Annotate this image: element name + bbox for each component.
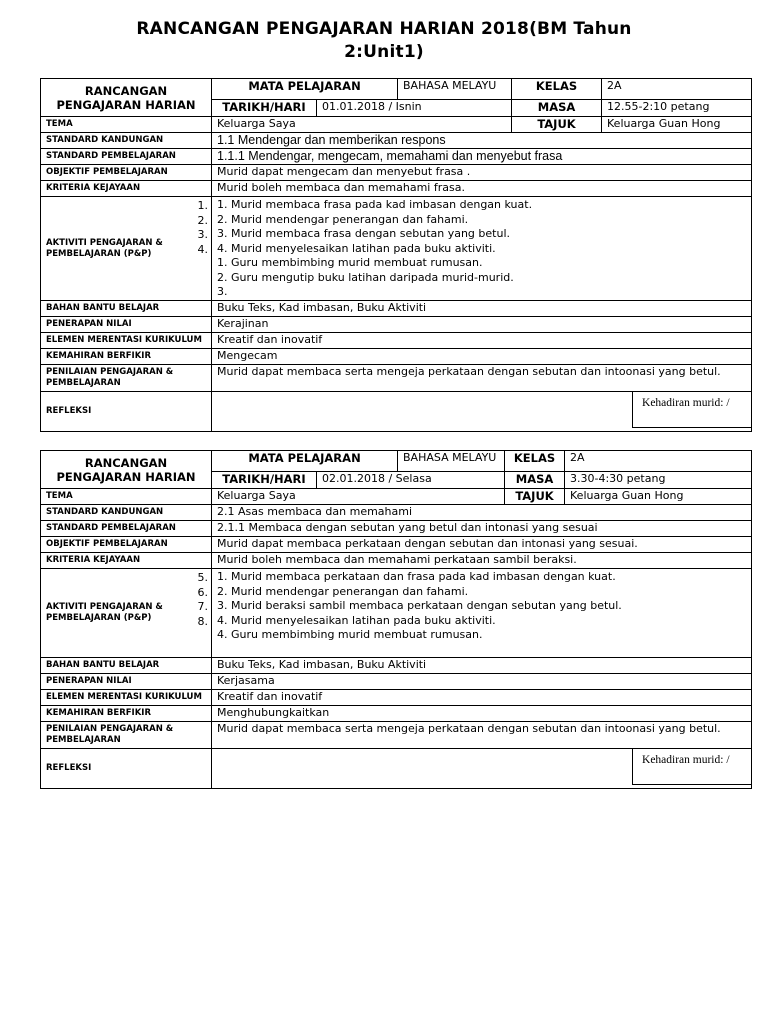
kelas-label: KELAS <box>505 451 565 472</box>
kriteria-label: KRITERIA KEJAYAAN <box>41 553 212 569</box>
lesson-plan-2 <box>40 450 752 789</box>
tarikh-label: TARIKH/HARI <box>212 100 317 117</box>
aktiviti-list <box>217 197 746 300</box>
aktiviti-item: 3. Murid beraksi sambil membaca perkataan dengan sebutan yang betul. <box>217 599 622 612</box>
aktiviti-cell <box>197 569 752 658</box>
masa-value: 12.55-2:10 petang <box>602 100 752 117</box>
penilaian-value: Murid dapat membaca serta mengeja perkataan dengan sebutan dan intoonasi yang betul. <box>212 722 752 749</box>
objektif-value: Murid dapat membaca perkataan dengan sebutan dan intonasi yang sesuai. <box>212 537 752 553</box>
aktiviti-number: 6. <box>197 585 208 599</box>
objektif-label: OBJEKTIF PEMBELAJARAN <box>41 537 212 553</box>
mata-pelajaran-label: MATA PELAJARAN <box>212 79 398 100</box>
sp-value: 1.1.1 Mendengar, mengecam, memahami dan menyebut frasa <box>212 149 752 165</box>
aktiviti-item: 4. Guru membimbing murid membuat rumusan. <box>217 628 483 641</box>
lesson-plan-1 <box>40 78 752 432</box>
refleksi-value[interactable] <box>212 392 752 432</box>
aktiviti-number: 3. <box>197 228 208 241</box>
aktiviti-list <box>217 569 746 643</box>
penilaian-value: Murid dapat membaca serta mengeja perkataan dengan sebutan dan intoonasi yang betul. <box>212 365 752 392</box>
bahan-label: BAHAN BANTU BELAJAR <box>41 658 212 674</box>
kelas-value: 2A <box>602 79 752 100</box>
bahan-value: Buku Teks, Kad imbasan, Buku Aktiviti <box>212 301 752 317</box>
tarikh-value: 02.01.2018 / Selasa <box>317 472 505 489</box>
refleksi-value[interactable] <box>212 749 752 789</box>
bahan-label: BAHAN BANTU BELAJAR <box>41 301 212 317</box>
sk-value: 2.1 Asas membaca dan memahami <box>212 505 752 521</box>
sk-label: STANDARD KANDUNGAN <box>41 133 212 149</box>
mata-pelajaran-value: BAHASA MELAYU <box>398 79 512 100</box>
kelas-value: 2A <box>565 451 752 472</box>
kelas-label: KELAS <box>512 79 602 100</box>
aktiviti-number: 7. <box>197 600 208 613</box>
kehadiran-box: Kehadiran murid: / <box>632 749 751 785</box>
kemahiran-label: KEMAHIRAN BERFIKIR <box>41 706 212 722</box>
aktiviti-cell <box>197 197 752 301</box>
kriteria-value: Murid boleh membaca dan memahami frasa. <box>212 181 752 197</box>
masa-value: 3.30-4:30 petang <box>565 472 752 489</box>
aktiviti-item: 4. Murid menyelesaikan latihan pada buku aktiviti. <box>217 613 496 627</box>
tarikh-value: 01.01.2018 / Isnin <box>317 100 512 117</box>
sk-value: 1.1 Mendengar dan memberikan respons <box>212 133 752 149</box>
objektif-value: Murid dapat mengecam dan menyebut frasa . <box>212 165 752 181</box>
sk-label: STANDARD KANDUNGAN <box>41 505 212 521</box>
kemahiran-value: Mengecam <box>212 349 752 365</box>
emk-value: Kreatif dan inovatif <box>212 333 752 349</box>
tema-value: Keluarga Saya <box>212 489 505 505</box>
kemahiran-value: Menghubungkaitkan <box>212 706 752 722</box>
kriteria-value: Murid boleh membaca dan memahami perkataan sambil beraksi. <box>212 553 752 569</box>
nilai-label: PENERAPAN NILAI <box>41 317 212 333</box>
aktiviti-number: 5. <box>197 571 208 584</box>
aktiviti-label: AKTIVITI PENGAJARAN & PEMBELAJARAN (P&P) <box>41 197 212 301</box>
kriteria-label: KRITERIA KEJAYAAN <box>41 181 212 197</box>
aktiviti-item: 1. Murid membaca perkataan dan frasa pada kad imbasan dengan kuat. <box>217 570 616 583</box>
aktiviti-item: 4. Murid menyelesaikan latihan pada buku aktiviti. <box>217 241 496 255</box>
masa-label: MASA <box>505 472 565 489</box>
mata-pelajaran-value: BAHASA MELAYU <box>398 451 505 472</box>
aktiviti-number: 4. <box>197 242 208 256</box>
aktiviti-item: 3. <box>217 285 228 298</box>
objektif-label: OBJEKTIF PEMBELAJARAN <box>41 165 212 181</box>
aktiviti-numbers <box>194 571 208 629</box>
tema-label: TEMA <box>41 117 212 133</box>
tema-label: TEMA <box>41 489 212 505</box>
aktiviti-number: 2. <box>197 213 208 227</box>
nilai-label: PENERAPAN NILAI <box>41 674 212 690</box>
emk-value: Kreatif dan inovatif <box>212 690 752 706</box>
emk-label: ELEMEN MERENTASI KURIKULUM <box>41 333 212 349</box>
sp-value: 2.1.1 Membaca dengan sebutan yang betul dan intonasi yang sesuai <box>212 521 752 537</box>
refleksi-label: REFLEKSI <box>41 749 212 789</box>
kemahiran-label: KEMAHIRAN BERFIKIR <box>41 349 212 365</box>
kehadiran-box: Kehadiran murid: / <box>632 392 751 428</box>
nilai-value: Kerajinan <box>212 317 752 333</box>
tarikh-label: TARIKH/HARI <box>212 472 317 489</box>
aktiviti-item: 2. Murid mendengar penerangan dan fahami. <box>217 212 469 226</box>
document-title: RANCANGAN PENGAJARAN HARIAN 2018(BM Tahun 2:Unit1) <box>136 19 632 62</box>
bahan-value: Buku Teks, Kad imbasan, Buku Aktiviti <box>212 658 752 674</box>
aktiviti-number: 8. <box>197 614 208 628</box>
mata-pelajaran-label: MATA PELAJARAN <box>212 451 398 472</box>
tema-value: Keluarga Saya <box>212 117 512 133</box>
aktiviti-item: 1. Murid membaca frasa pada kad imbasan dengan kuat. <box>217 198 533 211</box>
penilaian-label: PENILAIAN PENGAJARAN & PEMBELAJARAN <box>41 722 212 749</box>
refleksi-label: REFLEKSI <box>41 392 212 432</box>
sp-label: STANDARD PEMBELAJARAN <box>41 521 212 537</box>
tajuk-value: Keluarga Guan Hong <box>602 117 752 133</box>
emk-label: ELEMEN MERENTASI KURIKULUM <box>41 690 212 706</box>
tajuk-label: TAJUK <box>505 489 565 505</box>
plan-header: RANCANGAN PENGAJARAN HARIAN <box>41 451 212 489</box>
aktiviti-item: 2. Guru mengutip buku latihan daripada murid-murid. <box>217 270 514 284</box>
aktiviti-item: 1. Guru membimbing murid membuat rumusan. <box>217 256 483 269</box>
penilaian-label: PENILAIAN PENGAJARAN & PEMBELAJARAN <box>41 365 212 392</box>
tajuk-label: TAJUK <box>512 117 602 133</box>
aktiviti-item: 3. Murid membaca frasa dengan sebutan yang betul. <box>217 227 510 240</box>
plan-header: RANCANGAN PENGAJARAN HARIAN <box>41 79 212 117</box>
nilai-value: Kerjasama <box>212 674 752 690</box>
aktiviti-number: 1. <box>197 199 208 212</box>
aktiviti-item: 2. Murid mendengar penerangan dan fahami. <box>217 584 469 598</box>
sp-label: STANDARD PEMBELAJARAN <box>41 149 212 165</box>
tajuk-value: Keluarga Guan Hong <box>565 489 752 505</box>
masa-label: MASA <box>512 100 602 117</box>
aktiviti-label: AKTIVITI PENGAJARAN & PEMBELAJARAN (P&P) <box>41 569 212 658</box>
aktiviti-numbers <box>194 199 208 257</box>
